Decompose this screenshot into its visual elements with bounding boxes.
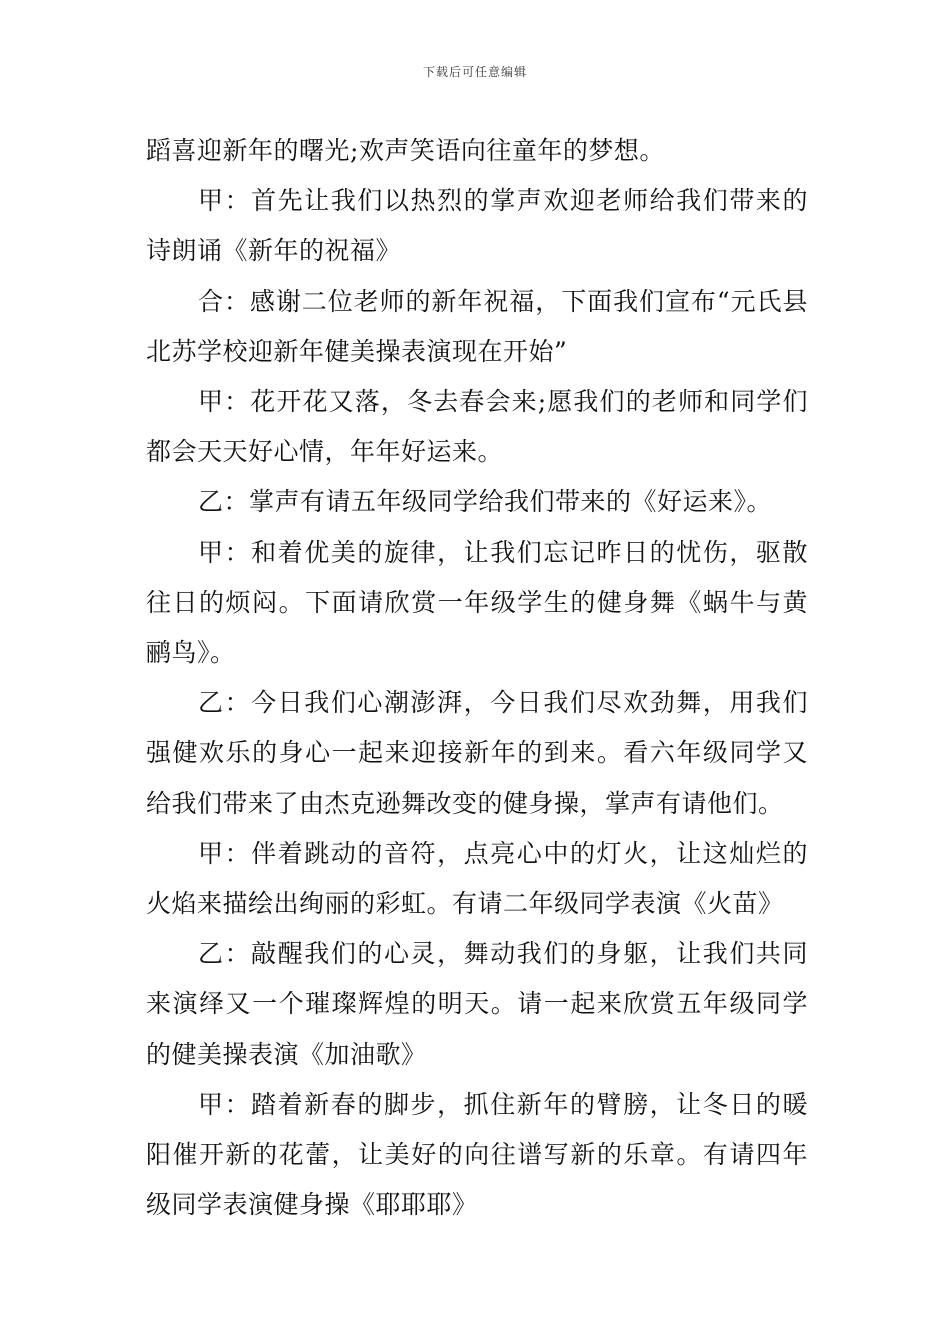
paragraph: 乙：敲醒我们的心灵，舞动我们的身躯，让我们共同来演绎又一个璀璨辉煌的明天。请一起来欣赏五年级同学的健美操表演《加油歌》: [146, 939, 808, 1069]
paragraph: 乙：今日我们心潮澎湃，今日我们尽欢劲舞，用我们强健欢乐的身心一起来迎接新年的到来。看六年级同学又给我们带来了由杰克逊舞改变的健身操，掌声有请他们。: [146, 688, 808, 818]
paragraph: 乙：掌声有请五年级同学给我们带来的《好运来》。: [198, 487, 773, 517]
paragraph: 甲：和着优美的旋律，让我们忘记昨日的忧伤，驱散往日的烦闷。下面请欣赏一年级学生的健身舞《蜗牛与黄鹂鸟》。: [146, 537, 808, 668]
paragraph: 合：感谢二位老师的新年祝福，下面我们宣布“元氏县北苏学校迎新年健美操表演现在开始”: [146, 286, 808, 366]
page-header: 下载后可任意编辑: [422, 65, 527, 79]
paragraph: 甲：踏着新春的脚步，抓住新年的臂膀，让冬日的暖阳催开新的花蕾，让美好的向往谱写新的乐章。有请四年级同学表演健身操《耶耶耶》: [146, 1089, 808, 1220]
paragraph: 甲：首先让我们以热烈的掌声欢迎老师给我们带来的诗朗诵《新年的祝福》: [146, 186, 808, 266]
paragraph: 蹈喜迎新年的曙光;欢声笑语向往童年的梦想。: [146, 136, 665, 165]
paragraph: 甲：花开花又落，冬去春会来;愿我们的老师和同学们都会天天好心情，年年好运来。: [146, 387, 808, 467]
paragraph: 甲：伴着跳动的音符，点亮心中的灯火，让这灿烂的火焰来描绘出绚丽的彩虹。有请二年级同学表演《火苗》: [146, 838, 808, 919]
document-body: [146, 126, 808, 1230]
